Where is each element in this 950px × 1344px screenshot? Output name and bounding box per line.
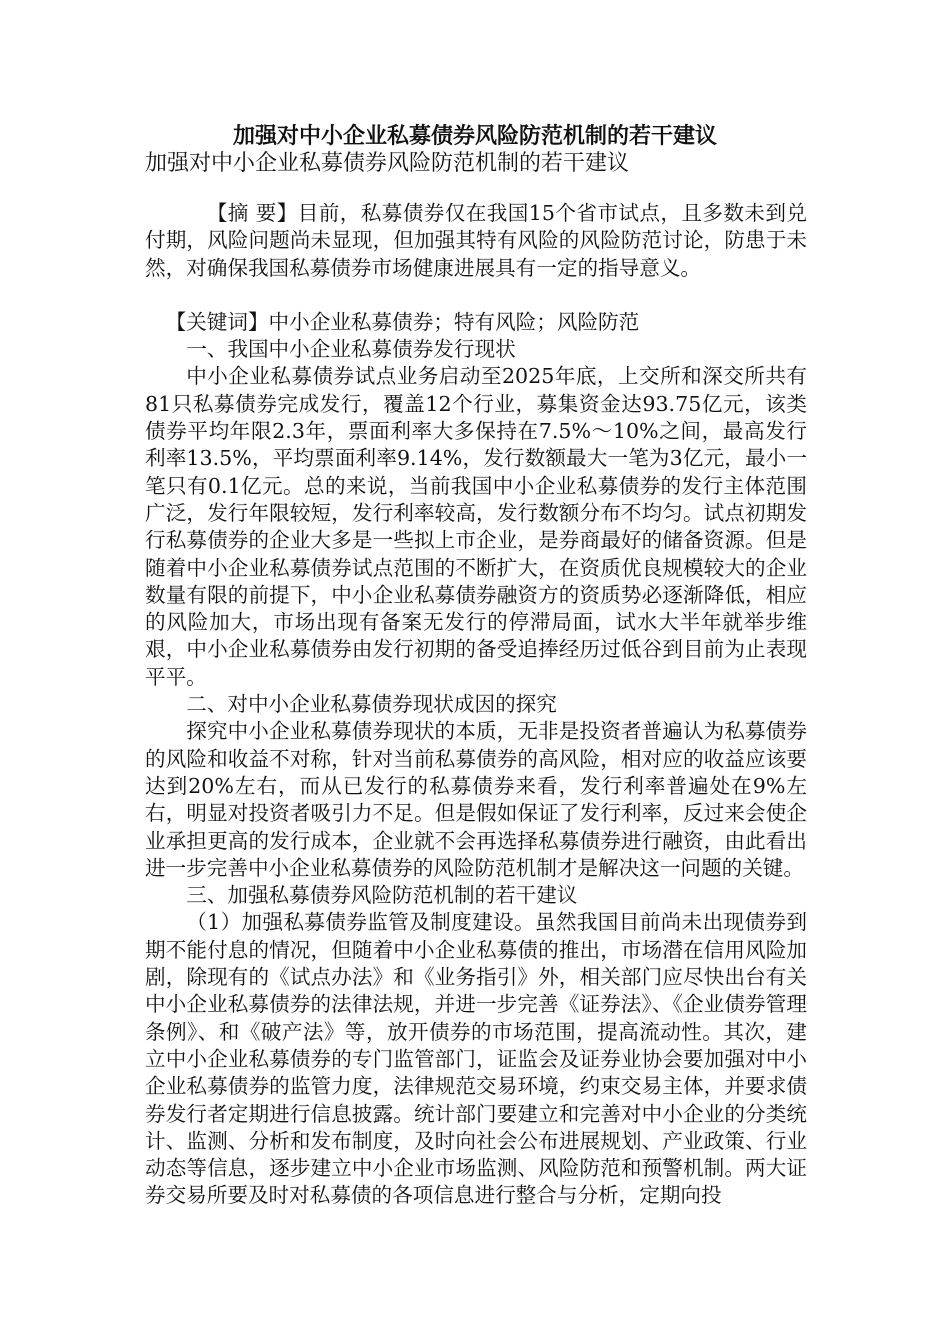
document-title: 加强对中小企业私募债券风险防范机制的若干建议 xyxy=(232,123,717,149)
section-heading-3: 三、加强私募债券风险防范机制的若干建议 xyxy=(186,883,578,908)
abstract-paragraph: 【摘 要】目前，私募债券仅在我国15个省市试点，且多数未到兑付期，风险问题尚未显现，但加强其特有风险的风险防范讨论，防患于未然，对确保我国私募债券市场健康进展具有一定的指导意义。 xyxy=(145,201,807,280)
section-heading-2: 二、对中小企业私募债券现状成因的探究 xyxy=(186,692,557,717)
document-body xyxy=(145,200,807,1210)
document-subtitle: 加强对中小企业私募债券风险防范机制的若干建议 xyxy=(145,151,630,176)
section-heading-1: 一、我国中小企业私募债券发行现状 xyxy=(186,337,516,362)
section-paragraph-1: 中小企业私募债券试点业务启动至2025年底，上交所和深交所共有81只私募债券完成发行，覆盖12个行业，募集资金达93.75亿元，该类债券平均年限2.3年，票面利率大多保持在7.5%～10%之间，最高发行利率13.5%，平均票面利率9.14%，发行数额最大一笔为3亿元，最小一笔只有0.1亿元。总的来说，当前我国中小企业私募债券的发行主体范围广泛，发行年限较短，发行利率较高，发行数额分布不均匀。试点初期发行私募债券的企业大多是一些拟上市企业，是券商最好的储备资源。但是随着中小企业私募债券试点范围的不断扩大，在资质优良规模较大的企业数量有限的前提下，中小企业私募债券融资方的资质势必逐渐降低，相应的风险加大，市场出现有备案无发行的停滞局面，试水大半年就举步维艰，中小企业私募债券由发行初期的备受追捧经历过低谷到目前为止表现平平。 xyxy=(145,364,807,689)
keywords-line: 【关键词】中小企业私募债券；特有风险；风险防范 xyxy=(165,309,640,334)
section-paragraph-2: 探究中小企业私募债券现状的本质，无非是投资者普遍认为私募债券的风险和收益不对称，针对当前私募债券的高风险，相对应的收益应该要达到20%左右，而从已发行的私募债券来看，发行利率普遍处在9%左右，明显对投资者吸引力不足。但是假如保证了发行利率，反过来会使企业承担更高的发行成本，企业就不会再选择私募债券进行融资，由此看出进一步完善中小企业私募债券的风险防范机制才是解决这一问题的关键。 xyxy=(145,719,807,880)
section-paragraph-3: （1）加强私募债券监管及制度建设。虽然我国目前尚未出现债券到期不能付息的情况，但随着中小企业私募债的推出，市场潜在信用风险加剧，除现有的《试点办法》和《业务指引》外，相关部门应尽快出台有关中小企业私募债券的法律法规，并进一步完善《证券法》、《企业债券管理条例》、和《破产法》等，放开债券的市场范围，提高流动性。其次，建立中小企业私募债券的专门监管部门，证监会及证券业协会要加强对中小企业私募债券的监管力度，法律规范交易环境，约束交易主体，并要求债券发行者定期进行信息披露。统计部门要建立和完善对中小企业的分类统计、监测、分析和发布制度，及时向社会公布进展规划、产业政策、行业动态等信息，逐步建立中小企业市场监测、风险防范和预警机制。两大证券交易所要及时对私募债的各项信息进行整合与分析，定期向投 xyxy=(145,910,807,1208)
